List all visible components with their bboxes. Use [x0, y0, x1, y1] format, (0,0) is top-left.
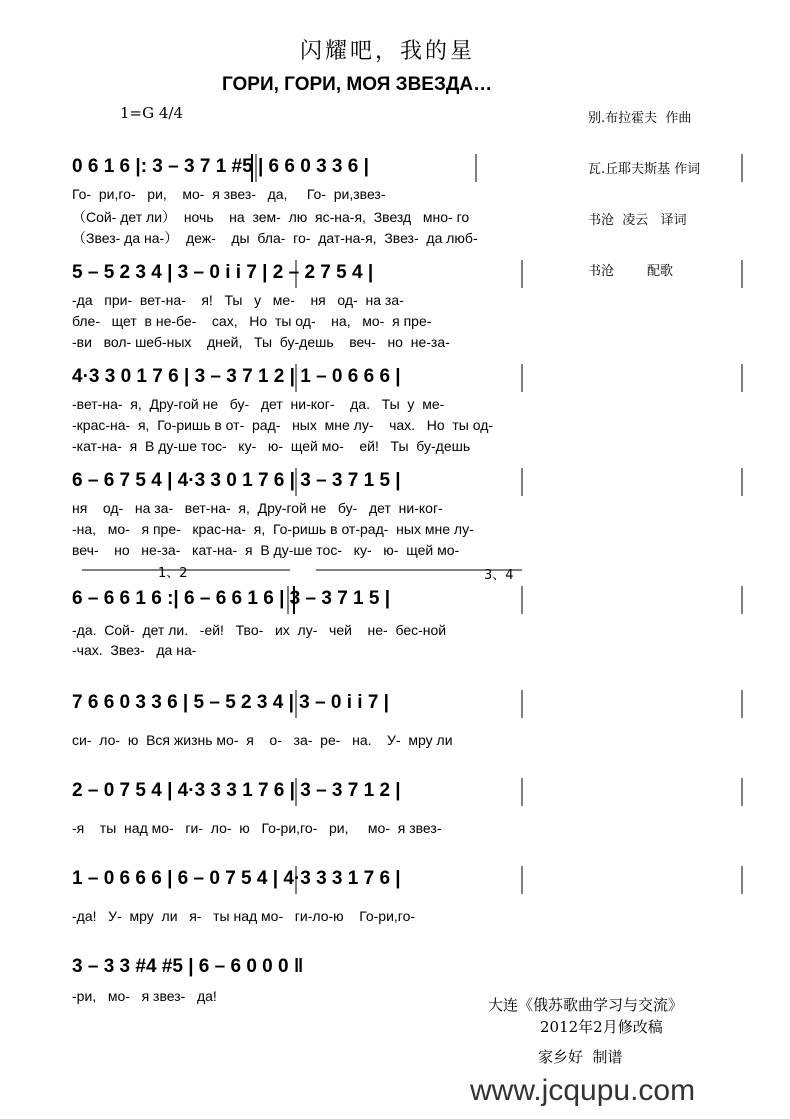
lyric-verse-1: -да! У- мру ли я- ты над мо- ги-ло-ю Го-ри,го-	[72, 908, 416, 924]
lyric-verse-2: （Сой- дет ли） ночь на зем- лю яс-на-я, Звезд мно- го	[72, 209, 470, 225]
credit-arranger: 书沧 配歌	[588, 264, 674, 279]
notes-line: 7 6 6 0 3 3 6 | 5 – 5 2 3 4 | 3 – 0 i i 7 |	[72, 692, 389, 713]
score-system-6	[72, 688, 747, 748]
notes-line: 6 – 6 7 5 4 | 4·3 3 0 1 7 6 | 3 – 3 7 1 5 |	[72, 470, 401, 491]
lyric-verse-2: -чах. Звез- да на-	[72, 642, 197, 658]
lyric-verse-2: -крас-на- я, Го-ришь в от- рад- ных мне лу- чах. Но ты од-	[72, 417, 494, 433]
score-system-3	[72, 362, 747, 452]
lyric-verse-3: （Звез- да на-） деж- ды бла- го- дат-на-я, Звез- да люб-	[72, 230, 478, 246]
credit-composer: 别.布拉霍夫 作曲	[588, 111, 692, 126]
notes-line: 4·3 3 0 1 7 6 | 3 – 3 7 1 2 | 1 – 0 6 6 6 |	[72, 366, 401, 387]
title-chinese: 闪耀吧，我的星	[300, 39, 476, 64]
title-russian: ГОРИ, ГОРИ, МОЯ ЗВЕЗДА…	[222, 74, 493, 95]
source-note: 大连《俄苏歌曲学习与交流》	[488, 996, 684, 1014]
lyric-verse-1: -вет-на- я, Дру-гой не бу- дет ни-ког- да. Ты у ме-	[72, 396, 445, 412]
lyric-verse-1: си- ло- ю Вся жизнь мо- я о- за- ре- на. У- мру ли	[72, 732, 453, 748]
key-signature: 1=G 4/4	[120, 104, 184, 122]
score-system-1	[72, 152, 747, 246]
score-system-2	[72, 258, 747, 348]
score-system-8	[72, 864, 747, 924]
site-watermark: www.jcqupu.com	[470, 1074, 696, 1107]
lyric-verse-3: веч- но не-за- кат-на- я В ду-ше тос- ку- ю- щей мо-	[72, 542, 460, 558]
notes-line: 0 6 1 6 |: 3 – 3 7 1 #5 | 6 6 0 3 3 6 |	[72, 156, 369, 177]
notes-line: 6 – 6 6 1 6 :| 6 – 6 6 1 6 | 3 – 3 7 1 5 |	[72, 588, 391, 609]
score-system-5	[72, 560, 747, 660]
lyric-verse-1: -да. Сой- дет ли. -ей! Тво- их лу- чей не- бес-ной	[72, 622, 447, 638]
arranger-note: 家乡好 制谱	[538, 1048, 623, 1066]
lyric-verse-1: -ри, мо- я звез- да!	[72, 988, 217, 1004]
credit-translator: 书沧 凌云 译词	[588, 213, 687, 228]
notes-line: 5 – 5 2 3 4 | 3 – 0 i i 7 | 2 – 2 7 5 4 |	[72, 262, 374, 283]
lyric-verse-1: ня од- на за- вет-на- я, Дру-гой не бу- дет ни-ког-	[72, 500, 443, 516]
notes-line: 3 – 3 3 #4 #5 | 6 – 6 0 0 0 ‖	[72, 956, 304, 977]
score-system-4	[72, 466, 747, 556]
credit-lyricist: 瓦.丘耶夫斯基 作词	[588, 162, 701, 177]
lyric-verse-1: -да при- вет-на- я! Ты у ме- ня од- на за-	[72, 292, 404, 308]
score-system-7	[72, 776, 747, 836]
volta-1-label: 1、2	[158, 566, 188, 581]
lyric-verse-2: -на, мо- я пре- крас-на- я, Го-ришь в от-рад- ных мне лу-	[72, 521, 474, 537]
score-system-9	[72, 952, 492, 1012]
notes-line: 2 – 0 7 5 4 | 4·3 3 3 1 7 6 | 3 – 3 7 1 2 |	[72, 780, 401, 801]
volta-2-label: 3、4	[484, 568, 514, 583]
revision-note: 2012年2月修改稿	[540, 1018, 663, 1036]
lyric-verse-3: -кат-на- я В ду-ше тос- ку- ю- щей мо- ей! Ты бу-дешь	[72, 438, 471, 454]
lyric-verse-1: -я ты над мо- ги- ло- ю Го-ри,го- ри, мо- я звез-	[72, 820, 442, 836]
lyric-verse-3: -ви вол- шеб-ных дней, Ты бу-дешь веч- но не-за-	[72, 334, 450, 350]
lyric-verse-1: Го- ри,го- ри, мо- я звез- да, Го- ри,звез-	[72, 186, 386, 202]
lyric-verse-2: бле- щет в не-бе- сах, Но ты од- на, мо- я пре-	[72, 313, 432, 329]
notes-line: 1 – 0 6 6 6 | 6 – 0 7 5 4 | 4·3 3 3 1 7 6 |	[72, 868, 401, 889]
